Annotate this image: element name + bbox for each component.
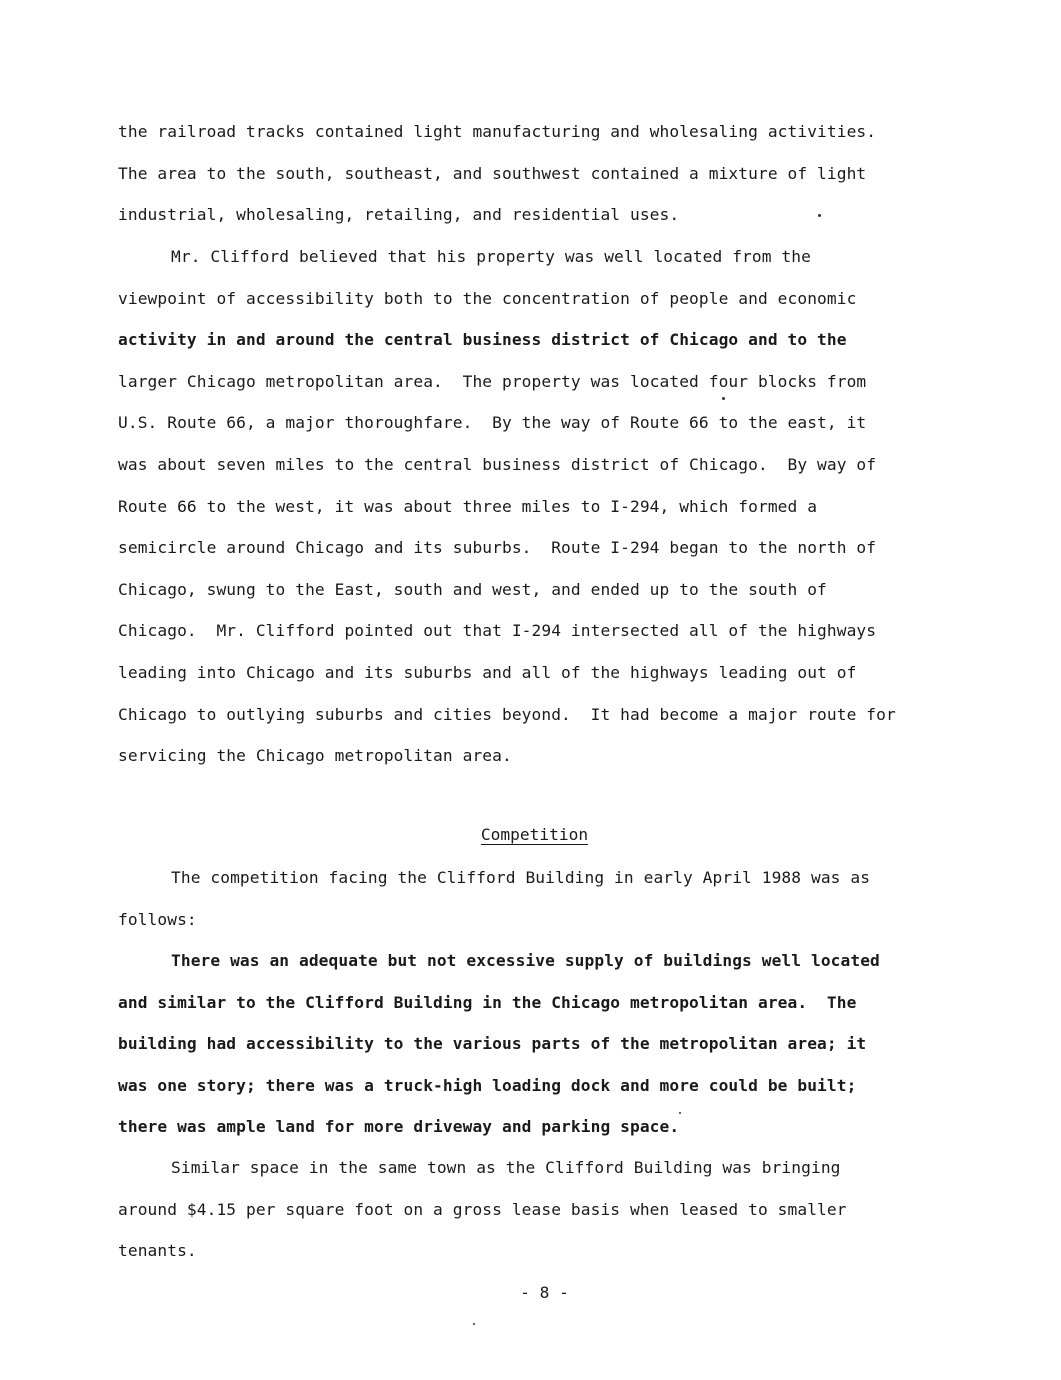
text-line: There was an adequate but not excessive supply of buildings well located [171,951,880,970]
text-line: building had accessibility to the various parts of the metropolitan area; it [118,1034,867,1054]
paragraph-supply [118,940,958,1148]
text-line: follows: [118,909,197,929]
scan-speck [722,397,725,400]
section-heading [0,820,1061,850]
text-line: industrial, wholesaling, retailing, and residential uses. [118,205,680,225]
section-heading-text: Competition [480,825,589,844]
text-line: tenants. [118,1241,197,1261]
text-line: the railroad tracks contained light manufacturing and wholesaling activities. [118,122,877,141]
text-line: Mr. Clifford believed that his property was well located from the [171,247,811,266]
text-line: around $4.15 per square foot on a gross lease basis when leased to smaller [118,1199,847,1219]
text-line: Chicago to outlying suburbs and cities beyond. It had become a major route for [118,704,896,724]
paragraph-railroad [118,111,958,236]
text-line: Route 66 to the west, it was about three miles to I-294, which formed a [118,496,818,516]
text-line: semicircle around Chicago and its suburbs. Route I-294 began to the north of [118,538,877,558]
text-line: was about seven miles to the central business district of Chicago. By way of [118,454,877,474]
text-line: viewpoint of accessibility both to the concentration of people and economic [118,288,857,308]
text-line: activity in and around the central business district of Chicago and to the [118,330,847,350]
text-line: servicing the Chicago metropolitan area. [118,746,512,766]
scan-speck [818,214,821,217]
scan-speck [473,1323,475,1325]
text-line: U.S. Route 66, a major thoroughfare. By the way of Route 66 to the east, it [118,413,867,433]
text-line: Chicago, swung to the East, south and west, and ended up to the south of [118,579,827,599]
text-line: leading into Chicago and its suburbs and all of the highways leading out of [118,662,857,682]
paragraph-accessibility [118,236,958,777]
page-number: - 8 - [520,1283,569,1302]
text-line: larger Chicago metropolitan area. The property was located four blocks from [118,371,867,391]
paragraph-similar-space [118,1147,958,1272]
text-line: Chicago. Mr. Clifford pointed out that I-294 intersected all of the highways [118,621,877,641]
text-line: Similar space in the same town as the Clifford Building was bringing [171,1158,841,1177]
scan-speck [679,1112,681,1114]
text-line: there was ample land for more driveway and parking space. [118,1117,680,1137]
text-line: The area to the south, southeast, and southwest contained a mixture of light [118,163,867,183]
text-line: The competition facing the Clifford Building in early April 1988 was as [171,868,871,887]
paragraph-competition-intro [118,857,958,940]
text-line: was one story; there was a truck-high loading dock and more could be built; [118,1075,857,1095]
text-line: and similar to the Clifford Building in the Chicago metropolitan area. The [118,992,857,1012]
